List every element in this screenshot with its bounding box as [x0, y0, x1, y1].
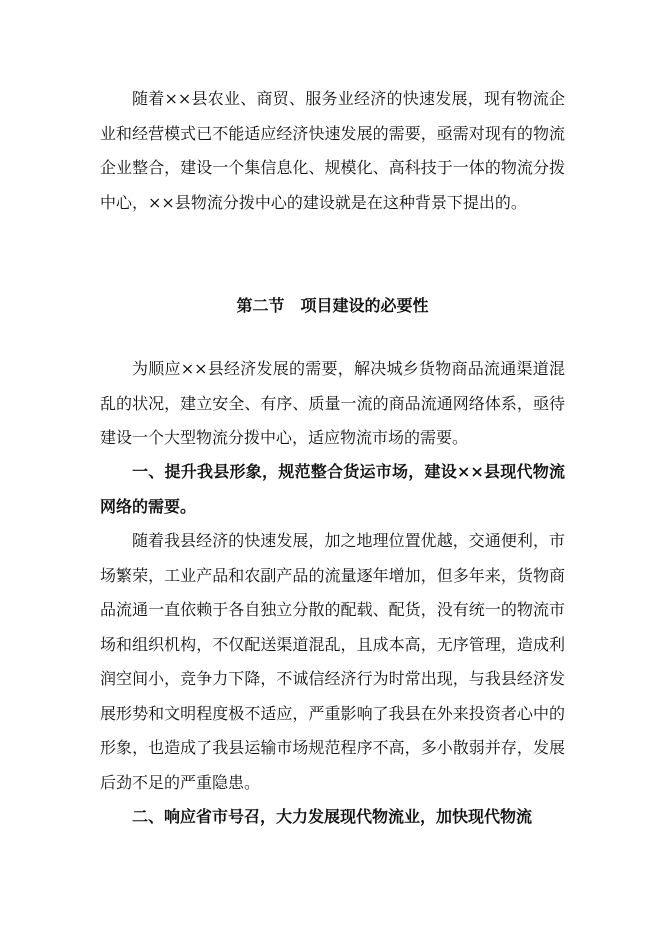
- necessity-paragraph: 为顺应××县经济发展的需要，解决城乡货物商品流通渠道混乱的状况，建立安全、有序、质量一流的商品流通网络体系，亟待建设一个大型物流分拨中心，适应物流市场的需要。: [100, 359, 565, 447]
- section-heading: 第二节 项目建设的必要性: [236, 296, 429, 315]
- subheading-provincial-call: 二、响应省市号召，大力发展现代物流业，加快现代物流: [132, 807, 533, 826]
- subheading-image-market: 一、提升我县形象，规范整合货运市场，建设××县现代物流网络的需要。: [100, 462, 565, 516]
- intro-paragraph: 随着××县农业、商贸、服务业经济的快速发展，现有物流企业和经营模式已不能适应经济快速发展的需要，亟需对现有的物流企业整合，建设一个集信息化、规模化、高科技于一体的物流分拨中心，××县物流分拨中心的建设就是在这种背景下提出的。: [100, 89, 565, 212]
- development-paragraph: 随着我县经济的快速发展，加之地理位置优越，交通便利，市场繁荣，工业产品和农副产品的流量逐年增加，但多年来，货物商品流通一直依赖于各自独立分散的配载、配货，没有统一的物流市场和组织机构，不仅配送渠道混乱，且成本高，无序管理，造成利润空间小，竞争力下降，不诚信经济行为时常出现，与我县经济发展形势和文明程度极不适应，严重影响了我县在外来投资者心中的形象，也造成了我县运输市场规范程序不高，多小散弱并存，发展后劲不足的严重隐患。: [100, 531, 565, 792]
